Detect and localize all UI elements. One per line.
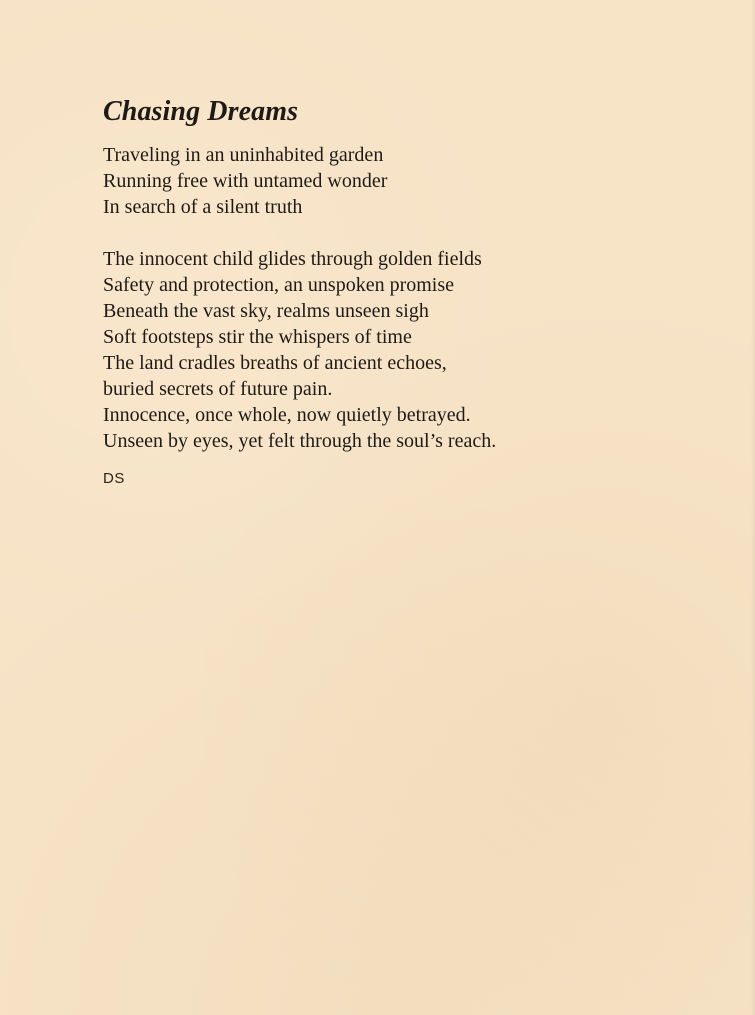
- poem-line: Innocence, once whole, now quietly betrayed.: [103, 404, 471, 426]
- poem-line: Unseen by eyes, yet felt through the soul’s reach.: [103, 430, 497, 452]
- stanza-2: [103, 246, 703, 454]
- poem-line: The land cradles breaths of ancient echoes,: [103, 352, 447, 374]
- poem-title: Chasing Dreams: [103, 96, 299, 127]
- poem-line: Beneath the vast sky, realms unseen sigh: [103, 300, 429, 322]
- poem-line: buried secrets of future pain.: [103, 378, 333, 400]
- paper-edge-shadow: [751, 0, 755, 1015]
- stanza-1: [103, 142, 703, 220]
- poem-line: Soft footsteps stir the whispers of time: [103, 326, 412, 348]
- poem-page: [103, 94, 703, 487]
- poem-line: Safety and protection, an unspoken promise: [103, 274, 455, 296]
- poem-line: Traveling in an uninhabited garden: [103, 144, 384, 166]
- poem-line: The innocent child glides through golden fields: [103, 248, 482, 270]
- author-signature: DS: [103, 470, 125, 487]
- poem-line: In search of a silent truth: [103, 196, 303, 218]
- poem-line: Running free with untamed wonder: [103, 170, 388, 192]
